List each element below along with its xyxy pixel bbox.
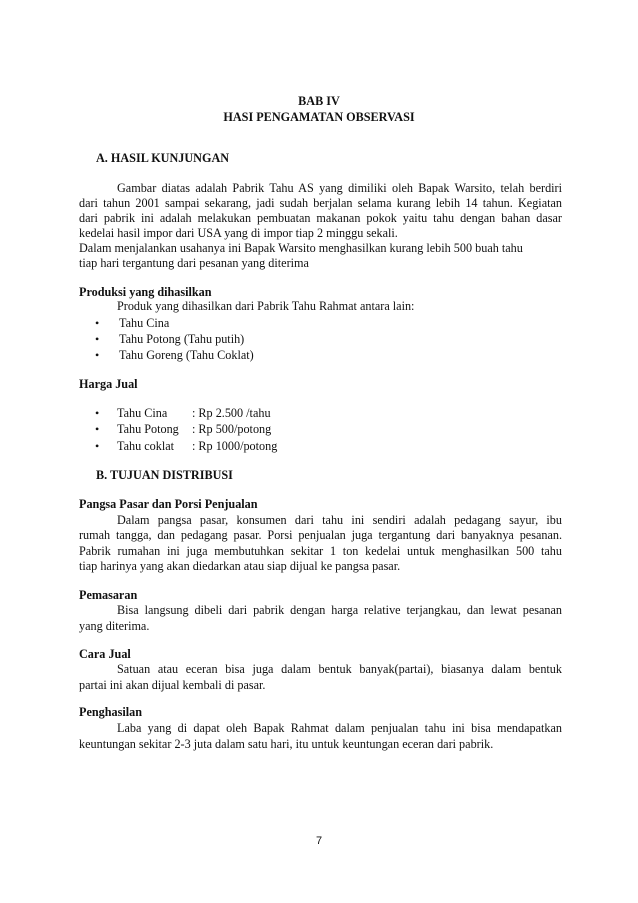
pangsa-line: Dalam pangsa pasar, konsumen dari tahu ini sendiri adalah pedagang sayur, ibu	[117, 513, 562, 527]
bullet-icon: •	[95, 316, 100, 330]
para1-line: Gambar diatas adalah Pabrik Tahu AS yang dimiliki oleh Bapak Warsito, telah berdiri	[117, 181, 562, 195]
cara-jual-heading: Cara Jual	[79, 647, 131, 661]
para1-line: kedelai hasil impor dari USA yang di impor tiap 2 minggu sekali.	[79, 226, 398, 240]
produksi-item: Tahu Potong (Tahu putih)	[119, 332, 245, 346]
bullet-icon: •	[95, 422, 100, 436]
para2-line: tiap hari tergantung dari pesanan yang diterima	[79, 256, 309, 270]
bullet-icon: •	[95, 348, 100, 362]
chapter-label: BAB IV	[298, 94, 340, 108]
harga-item-name: Tahu coklat	[117, 439, 175, 453]
pangsa-line: tiap harinya yang akan diedarkan atau siap dijual ke pangsa pasar.	[79, 559, 401, 573]
harga-item-name: Tahu Potong	[117, 422, 179, 436]
para2-line: Dalam menjalankan usahanya ini Bapak Warsito menghasilkan kurang lebih 500 buah tahu	[79, 241, 523, 255]
bullet-icon: •	[95, 406, 100, 420]
pangsa-line: rumah tangga, dan pedagang pasar. Porsi penjualan juga tergantung dari banyaknya pesanan.	[79, 528, 562, 542]
produksi-item: Tahu Goreng (Tahu Coklat)	[119, 348, 254, 362]
cara-jual-line: partai ini akan dijual kembali di pasar.	[79, 678, 266, 692]
para1-line: dari tahun 2001 sampai sekarang, jadi sudah berjalan selama kurang lebih 14 tahun. Kegiatan	[79, 196, 562, 210]
produksi-intro: Produk yang dihasilkan dari Pabrik Tahu Rahmat antara lain:	[117, 299, 415, 313]
penghasilan-heading: Penghasilan	[79, 705, 142, 719]
cara-jual-line: Satuan atau eceran bisa juga dalam bentuk banyak(partai), biasanya dalam bentuk	[117, 662, 562, 676]
page-number: 7	[315, 835, 323, 847]
produksi-heading: Produksi yang dihasilkan	[79, 285, 212, 299]
bullet-icon: •	[95, 332, 100, 346]
produksi-item: Tahu Cina	[119, 316, 170, 330]
harga-heading: Harga Jual	[79, 377, 138, 391]
penghasilan-line: keuntungan sekitar 2-3 juta dalam satu hari, itu untuk keuntungan eceran dari pabrik.	[79, 737, 494, 751]
section-a-heading: A. HASIL KUNJUNGAN	[96, 151, 230, 165]
pemasaran-line: yang diterima.	[79, 619, 150, 633]
harga-item-price: : Rp 2.500 /tahu	[192, 406, 271, 420]
pangsa-line: Pabrik rumahan ini juga membutuhkan sekitar 1 ton kedelai untuk menghasilkan 500 tahu	[79, 544, 562, 558]
harga-item-price: : Rp 500/potong	[192, 422, 272, 436]
bullet-icon: •	[95, 439, 100, 453]
pemasaran-heading: Pemasaran	[79, 588, 138, 602]
chapter-title: HASI PENGAMATAN OBSERVASI	[223, 110, 415, 124]
penghasilan-line: Laba yang di dapat oleh Bapak Rahmat dalam penjualan tahu ini bisa mendapatkan	[117, 721, 562, 735]
harga-item-name: Tahu Cina	[117, 406, 168, 420]
section-b-heading: B. TUJUAN DISTRIBUSI	[96, 468, 233, 482]
para1-line: dari pabrik ini adalah melakukan pembuatan makanan pokok yaitu tahu dengan bahan dasar	[79, 211, 562, 225]
pangsa-heading: Pangsa Pasar dan Porsi Penjualan	[79, 497, 258, 511]
harga-item-price: : Rp 1000/potong	[192, 439, 278, 453]
pemasaran-line: Bisa langsung dibeli dari pabrik dengan harga relative terjangkau, dan lewat pesanan	[117, 603, 562, 617]
